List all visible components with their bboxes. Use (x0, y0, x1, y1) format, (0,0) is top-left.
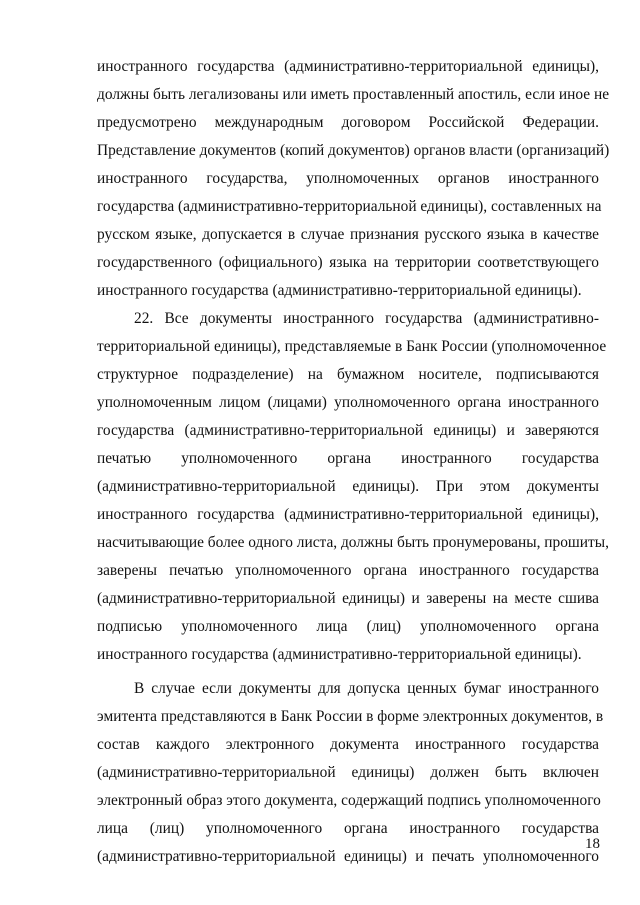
text-line: (административно-территориальной единицы). При этом документы (97, 478, 599, 495)
text-line: насчитывающие более одного листа, должны быть пронумерованы, прошиты, (97, 534, 609, 551)
text-line: (административно-территориальной единицы) и заверены на месте сшива (97, 590, 599, 607)
text-line: подписью уполномоченного лица (лиц) уполномоченного органа (97, 618, 599, 635)
text-line: иностранного государства (административно-территориальной единицы). (97, 282, 582, 299)
paragraph-22-start: 22. Все документы иностранного государства (административно- (134, 310, 599, 327)
text-line: лица (лиц) уполномоченного органа иностранного государства (97, 820, 599, 837)
text-line: состав каждого электронного документа иностранного государства (97, 736, 599, 753)
text-line: государства (административно-территориальной единицы) и заверяются (97, 422, 599, 439)
page-number: 18 (585, 836, 600, 852)
paragraph-electronic-start: В случае если документы для допуска ценных бумаг иностранного (134, 680, 599, 697)
text-line: иностранного государства (административно-территориальной единицы), (97, 506, 599, 523)
text-line: иностранного государства (административно-территориальной единицы), (97, 58, 599, 75)
text-line: государства (административно-территориальной единицы), составленных на (97, 198, 602, 215)
text-line: иностранного государства (административно-территориальной единицы). (97, 646, 582, 663)
text-line: структурное подразделение) на бумажном носителе, подписываются (97, 366, 599, 383)
text-line: государственного (официального) языка на территории соответствующего (97, 254, 599, 271)
text-line: (административно-территориальной единицы) и печать уполномоченного (97, 848, 599, 865)
text-line: заверены печатью уполномоченного органа иностранного государства (97, 562, 599, 579)
text-line: предусмотрено международным договором Российской Федерации. (97, 114, 599, 131)
text-line: русском языке, допускается в случае признания русского языка в качестве (97, 226, 599, 243)
text-line: печатью уполномоченного органа иностранного государства (97, 450, 599, 467)
text-line: Представление документов (копий документов) органов власти (организаций) (97, 142, 610, 159)
text-line: электронный образ этого документа, содержащий подпись уполномоченного (97, 792, 601, 809)
text-line: (административно-территориальной единицы) должен быть включен (97, 764, 599, 781)
text-line: должны быть легализованы или иметь проставленный апостиль, если иное не (97, 86, 610, 103)
text-line: иностранного государства, уполномоченных органов иностранного (97, 170, 599, 187)
text-line: территориальной единицы), представляемые в Банк России (уполномоченное (97, 338, 607, 355)
text-line: уполномоченным лицом (лицами) уполномоченного органа иностранного (97, 394, 599, 411)
text-line: эмитента представляются в Банк России в форме электронных документов, в (97, 708, 604, 725)
